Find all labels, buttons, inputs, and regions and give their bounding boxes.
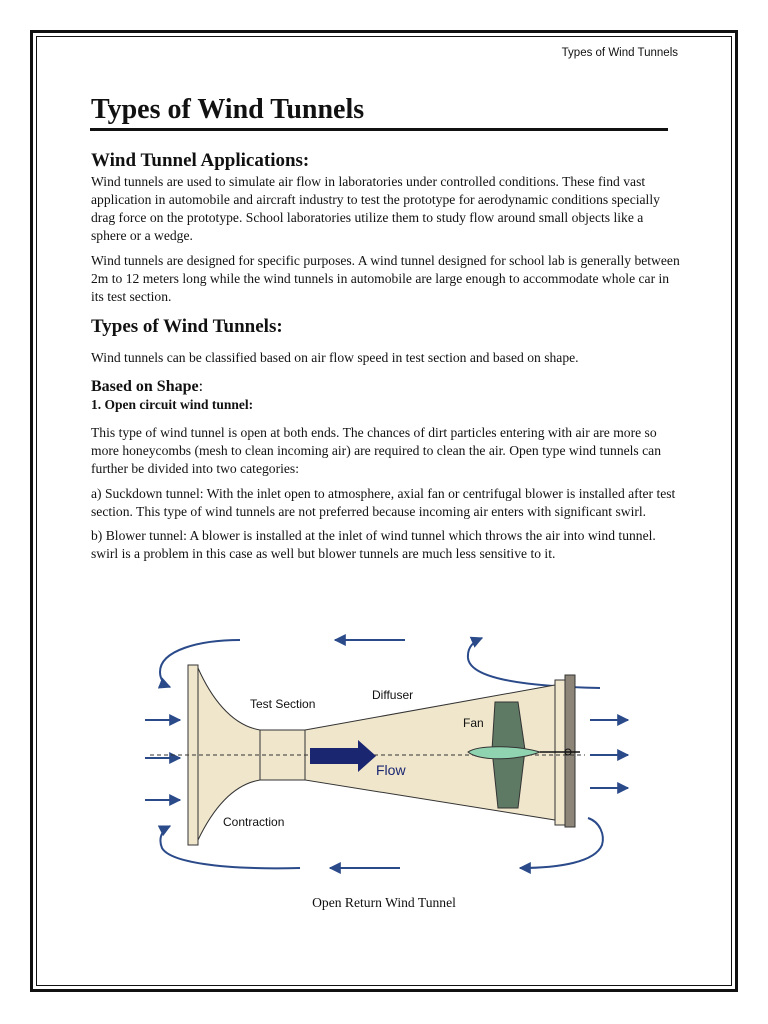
open-circuit-subheading: 1. Open circuit wind tunnel:	[91, 397, 254, 413]
label-flow: Flow	[376, 762, 406, 778]
title-underline	[90, 128, 668, 131]
document-body	[91, 150, 681, 563]
page-title: Types of Wind Tunnels	[91, 94, 365, 125]
suckdown-paragraph: a) Suckdown tunnel: With the inlet open to atmosphere, axial fan or centrifugal blower is installed after test section. This type of wind tunnels are not preferred because incoming air enters with significant swirl.	[91, 485, 676, 519]
applications-paragraph-2: Wind tunnels are designed for specific purposes. A wind tunnel designed for school lab is generally between 2m to 12 meters long while the wind tunnels in automobile are large enough to accommodate whole car in its test section.	[91, 252, 680, 305]
figure-caption: Open Return Wind Tunnel	[312, 895, 456, 910]
applications-paragraph-1: Wind tunnels are used to simulate air flow in laboratories under controlled conditions. These find vast application in automobile and aircraft industry to test the prototype for aerodynamic conditions specially drag force on the prototype. School laboratories utilize them to study flow around small objects like a sphere or a wedge.	[91, 173, 660, 244]
label-diffuser: Diffuser	[372, 688, 414, 702]
return-arc-top-right	[468, 638, 600, 688]
types-paragraph-1: Wind tunnels can be classified based on air flow speed in test section and based on shape.	[91, 350, 579, 366]
shape-heading: Based on Shape:	[91, 378, 204, 396]
label-test-section: Test Section	[250, 697, 316, 711]
open-circuit-paragraph: This type of wind tunnel is open at both ends. The chances of dirt particles entering with air are more so more honeycombs (mesh to clean incoming air) are required to clean the air. Open type wind tunnels can further be divided into two categories:	[91, 424, 661, 477]
blower-paragraph: b) Blower tunnel: A blower is installed at the inlet of wind tunnel which throws the air into wind tunnel. swirl is a problem in this case as well but blower tunnels are much less sensitive to it.	[91, 527, 656, 562]
running-header: Types of Wind Tunnels	[561, 47, 678, 59]
applications-heading: Wind Tunnel Applications:	[91, 150, 310, 171]
label-contraction: Contraction	[223, 815, 285, 829]
return-arc-bottom-left	[160, 826, 300, 868]
types-heading: Types of Wind Tunnels:	[91, 316, 283, 338]
label-fan: Fan	[463, 716, 484, 730]
wind-tunnel-diagram	[140, 630, 640, 880]
outlet-plate-side	[565, 675, 575, 827]
